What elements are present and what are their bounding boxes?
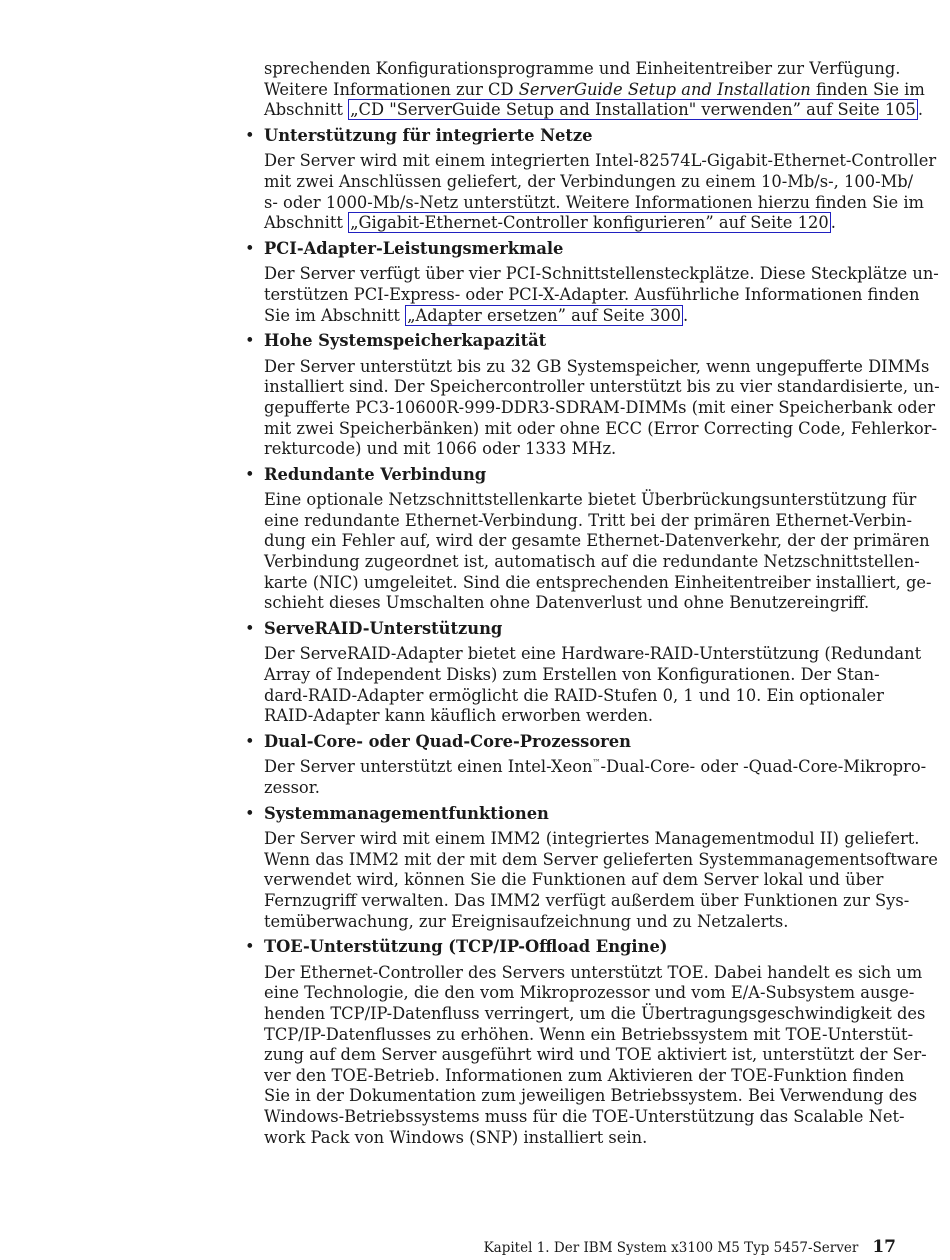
bullet-icon: • [245, 238, 255, 258]
text-line: Array of Independent Disks) zum Erstellen von Konfigurationen. Der Stan- [264, 665, 880, 685]
text-line: eine Technologie, die den vom Mikroprozessor und vom E/A-Subsystem ausge- [264, 983, 915, 1003]
text-line: Der ServeRAID-Adapter bietet eine Hardware-RAID-Unterstützung (Redundant [264, 644, 922, 664]
item-body [264, 644, 922, 726]
item-title: • TOE-Unterstützung (TCP/IP-Offload Engine) [245, 937, 668, 957]
text-line: TCP/IP-Datenflusses zu erhöhen. Wenn ein Betriebssystem mit TOE-Unterstüt- [264, 1024, 914, 1044]
page-content [245, 59, 940, 1148]
text-line: dung ein Fehler auf, wird der gesamte Ethernet-Datenverkehr, der der primären [264, 531, 930, 551]
bullet-icon: • [245, 464, 255, 484]
text-line: dard-RAID-Adapter ermöglicht die RAID-Stufen 0, 1 und 10. Ein optionaler [264, 685, 884, 705]
item-title: • Hohe Systemspeicherkapazität [245, 331, 547, 351]
text-line: ver den TOE-Betrieb. Informationen zum Aktivieren der TOE-Funktion finden [264, 1065, 905, 1085]
xref-link-adapter[interactable]: „Adapter ersetzen” auf Seite 300 [407, 305, 681, 325]
bullet-icon: • [245, 618, 255, 638]
list-item-mgmt [245, 803, 938, 933]
item-title: • Unterstützung für integrierte Netze [245, 125, 593, 145]
text-line: Der Server unterstützt einen Intel-Xeon™-Dual-Core- oder -Quad-Core-Mikropro- [264, 757, 927, 777]
list-item-cpu [245, 731, 927, 799]
bullet-icon: • [245, 937, 255, 957]
text-line: Der Server unterstützt bis zu 32 GB Systemspeicher, wenn ungepufferte DIMMs [264, 356, 930, 376]
text-line: s- oder 1000-Mb/s-Netz unterstützt. Weitere Informationen hierzu finden Sie im [264, 192, 924, 212]
text-line: eine redundante Ethernet-Verbindung. Tritt bei der primären Ethernet-Verbin- [264, 510, 913, 530]
text-line: Sie in der Dokumentation zum jeweiligen Betriebssystem. Bei Verwendung des [264, 1086, 918, 1106]
xref-link-gigabit[interactable]: „Gigabit-Ethernet-Controller konfigurieren” auf Seite 120 [350, 213, 829, 233]
text-line: Weitere Informationen zur CD ServerGuide Setup and Installation finden Sie im [264, 79, 925, 99]
list-item-raid [245, 618, 922, 727]
text-line: mit zwei Anschlüssen geliefert, der Verbindungen zu einem 10-Mb/s-, 100-Mb/ [264, 171, 914, 191]
list-item-speicher [245, 331, 940, 460]
bullet-icon: • [245, 125, 255, 145]
item-body [264, 151, 937, 233]
bullet-icon: • [245, 731, 255, 751]
text-line: RAID-Adapter kann käuflich erworben werden. [264, 706, 654, 726]
text-line: henden TCP/IP-Datenfluss verringert, um die Übertragungsgeschwindigkeit des [264, 1003, 926, 1023]
text-line: mit zwei Speicherbänken) mit oder ohne ECC (Error Correcting Code, Fehlerkor- [264, 418, 937, 438]
text-line: Wenn das IMM2 mit der mit dem Server gelieferten Systemmanagementsoftware [264, 849, 938, 869]
bullet-icon: • [245, 331, 255, 351]
list-item-netz [245, 125, 937, 234]
text-line: schieht dieses Umschalten ohne Datenverlust und ohne Benutzereingriff. [264, 593, 870, 613]
item-body [264, 264, 939, 326]
item-body [264, 757, 927, 798]
item-body [264, 356, 940, 460]
trademark-mark: ™ [592, 758, 601, 768]
cd-title: ServerGuide Setup and Installation [518, 79, 811, 99]
text-line: installiert sind. Der Speichercontroller unterstützt bis zu vier standardisierte, un- [264, 377, 940, 397]
text-line: Der Server verfügt über vier PCI-Schnittstellensteckplätze. Diese Steckplätze un- [264, 264, 939, 284]
text-line: Sie im Abschnitt „Adapter ersetzen” auf Seite 300 . [264, 305, 689, 325]
text-line: sprechenden Konfigurationsprogramme und Einheitentreiber zur Verfügung. [264, 59, 901, 78]
text-line: terstützen PCI-Express- oder PCI-X-Adapter. Ausführliche Informationen finden [264, 284, 920, 304]
text-line: zessor. [264, 778, 320, 797]
text-line: gepufferte PC3-10600R-999-DDR3-SDRAM-DIMMs (mit einer Speicherbank oder [264, 397, 936, 417]
item-title: • Dual-Core- oder Quad-Core-Prozessoren [245, 731, 631, 751]
text-line: Der Server wird mit einem IMM2 (integriertes Managementmodul II) geliefert. [264, 829, 920, 849]
intro-paragraph [264, 59, 925, 121]
item-body [264, 490, 932, 614]
list-item-toe [245, 937, 927, 1148]
xref-link-serverguide[interactable]: „CD "ServerGuide Setup and Installation" verwenden” auf Seite 105 [350, 100, 916, 120]
list-item-redundant [245, 464, 932, 614]
item-title: • Redundante Verbindung [245, 464, 487, 484]
text-line: Eine optionale Netzschnittstellenkarte bietet Überbrückungsunterstützung für [264, 490, 917, 510]
item-body [264, 962, 927, 1148]
page-footer [484, 1237, 896, 1257]
text-line: zung auf dem Server ausgeführt wird und TOE aktiviert ist, unterstützt der Ser- [264, 1045, 927, 1065]
text-line: rekturcode) und mit 1066 oder 1333 MHz. [264, 439, 617, 459]
item-title: • ServeRAID-Unterstützung [245, 618, 503, 638]
text-line: Verbindung zugeordnet ist, automatisch auf die redundante Netzschnittstellen- [264, 552, 920, 572]
text-line: Abschnitt „Gigabit-Ethernet-Controller konfigurieren” auf Seite 120 . [264, 213, 836, 233]
item-body [264, 829, 938, 932]
text-line: work Pack von Windows (SNP) installiert sein. [264, 1127, 648, 1147]
text-line: karte (NIC) umgeleitet. Sind die entsprechenden Einheitentreiber installiert, ge- [264, 572, 932, 592]
footer-chapter: Kapitel 1. Der IBM System x3100 M5 Typ 5457-Server [483, 1240, 859, 1256]
item-title: • PCI-Adapter-Leistungsmerkmale [245, 238, 564, 258]
text-line: Windows-Betriebssystems muss für die TOE-Unterstützung das Scalable Net- [264, 1106, 905, 1126]
text-line: Fernzugriff verwalten. Das IMM2 verfügt außerdem über Funktionen zur Sys- [264, 890, 910, 910]
text-line: Abschnitt „CD "ServerGuide Setup and Installation" verwenden” auf Seite 105 . [264, 100, 924, 120]
bullet-icon: • [245, 803, 255, 823]
text-line: verwendet wird, können Sie die Funktionen auf dem Server lokal und über [264, 870, 884, 890]
list-item-pci [245, 238, 939, 326]
page-number: 17 [872, 1237, 896, 1257]
text-line: Der Ethernet-Controller des Servers unterstützt TOE. Dabei handelt es sich um [264, 962, 923, 982]
text-line: Der Server wird mit einem integrierten Intel-82574L-Gigabit-Ethernet-Controller [264, 151, 937, 171]
item-title: • Systemmanagementfunktionen [245, 803, 549, 823]
text-line: temüberwachung, zur Ereignisaufzeichnung und zu Netzalerts. [264, 911, 789, 931]
